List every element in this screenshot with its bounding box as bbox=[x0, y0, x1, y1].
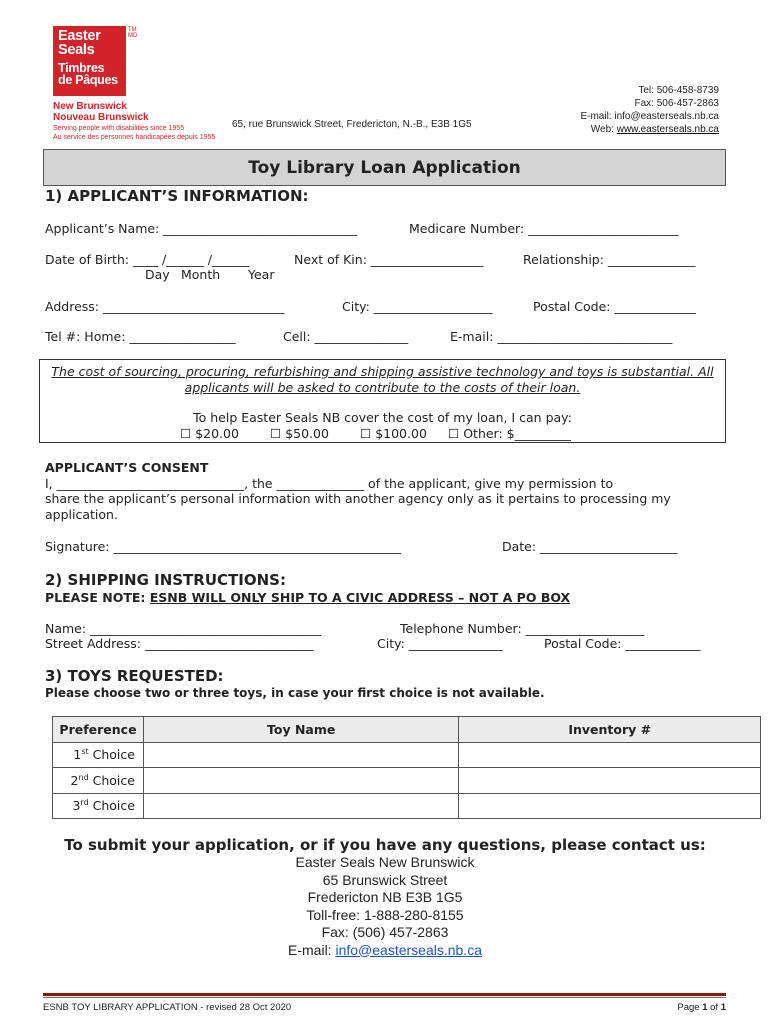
pref-label: Choice bbox=[88, 747, 135, 763]
inventory-cell[interactable] bbox=[459, 768, 761, 794]
shipping-phone-field[interactable]: Telephone Number: ___________________ bbox=[400, 621, 645, 636]
logo-trademark bbox=[128, 27, 137, 39]
submit-tollfree: Toll-free: 1-888-280-8155 bbox=[306, 906, 464, 923]
dob-month-label: Month bbox=[181, 267, 221, 282]
section2-heading: 2) SHIPPING INSTRUCTIONS: bbox=[45, 571, 286, 589]
checkbox-icon[interactable]: ☐ bbox=[180, 426, 192, 441]
shipping-note-text: ESNB WILL ONLY SHIP TO A CIVIC ADDRESS – NOT A PO BOX bbox=[149, 590, 571, 605]
shipping-name-field[interactable]: Name: _____________________________________ bbox=[45, 621, 322, 636]
option-20[interactable] bbox=[180, 426, 239, 441]
shipping-street-field[interactable]: Street Address: ___________________________ bbox=[45, 636, 314, 651]
table-row bbox=[53, 793, 761, 819]
logo-line-1: Easter bbox=[58, 28, 101, 44]
pref-sup: st bbox=[81, 747, 89, 757]
page-of: of bbox=[707, 1002, 721, 1013]
checkbox-icon[interactable]: ☐ bbox=[448, 426, 460, 441]
page-label: Page bbox=[677, 1002, 703, 1013]
table-row bbox=[53, 742, 761, 768]
option-50[interactable] bbox=[270, 426, 329, 441]
section3-heading: 3) TOYS REQUESTED: bbox=[45, 667, 224, 685]
col-inventory: Inventory # bbox=[459, 717, 761, 743]
toys-table bbox=[52, 716, 761, 819]
pref-sup: nd bbox=[78, 772, 89, 782]
logo-text-english bbox=[58, 29, 101, 57]
contribution-prompt: To help Easter Seals NB cover the cost of my loan, I can pay: bbox=[193, 410, 572, 425]
cost-note-line1: The cost of sourcing, procuring, refurbishing and shipping assistive technology and toys is substantial. All bbox=[51, 364, 714, 379]
medicare-number-field[interactable]: Medicare Number: ________________________ bbox=[409, 221, 679, 236]
pref-num: 3 bbox=[72, 798, 81, 814]
submit-org: Easter Seals New Brunswick bbox=[295, 854, 475, 870]
section3-instructions: Please choose two or three toys, in case your first choice is not available. bbox=[45, 686, 545, 700]
preference-cell bbox=[53, 793, 144, 819]
next-of-kin-field[interactable]: Next of Kin: __________________ bbox=[294, 252, 484, 267]
col-toy-name: Toy Name bbox=[143, 717, 458, 743]
pref-num: 2 bbox=[70, 772, 79, 788]
home-phone-field[interactable]: Tel #: Home: _________________ bbox=[45, 329, 236, 344]
submit-heading: To submit your application, or if you have any questions, please contact us: bbox=[64, 836, 706, 854]
header-web bbox=[580, 123, 719, 136]
address-field[interactable]: Address: _____________________________ bbox=[45, 299, 285, 314]
relationship-field[interactable]: Relationship: ______________ bbox=[523, 252, 696, 267]
header-fax: Fax: 506-457-2863 bbox=[634, 98, 719, 109]
toy-name-cell[interactable] bbox=[143, 768, 458, 794]
option-100-label: $100.00 bbox=[375, 426, 427, 441]
shipping-city-field[interactable]: City: _______________ bbox=[377, 636, 503, 651]
postal-code-field[interactable]: Postal Code: _____________ bbox=[533, 299, 696, 314]
applicant-name-field[interactable]: Applicant’s Name: _______________________________ bbox=[45, 221, 357, 236]
header-contact bbox=[580, 84, 719, 136]
tagline-fr: Au service des personnes handicapées depuis 1955 bbox=[53, 134, 216, 141]
option-100[interactable] bbox=[360, 426, 427, 441]
page-total: 1 bbox=[720, 1002, 726, 1013]
toy-name-cell[interactable] bbox=[143, 742, 458, 768]
submit-email-link[interactable]: info@easterseals.nb.ca bbox=[335, 941, 482, 958]
email-field[interactable]: E-mail: ____________________________ bbox=[450, 329, 673, 344]
city-field[interactable]: City: ___________________ bbox=[342, 299, 493, 314]
consent-date-field[interactable]: Date: ______________________ bbox=[502, 539, 678, 554]
footer-divider bbox=[43, 993, 726, 996]
pref-sup: rd bbox=[80, 798, 89, 808]
checkbox-icon[interactable]: ☐ bbox=[270, 426, 282, 441]
footer-doc-title: ESNB TOY LIBRARY APPLICATION - revised 28 Oct 2020 bbox=[43, 1002, 292, 1013]
form-title: Toy Library Loan Application bbox=[43, 149, 726, 186]
preference-cell bbox=[53, 742, 144, 768]
toy-name-cell[interactable] bbox=[143, 793, 458, 819]
web-label: Web: bbox=[590, 124, 617, 135]
org-name-en: New Brunswick bbox=[53, 101, 127, 112]
logo-line-2: Seals bbox=[58, 42, 95, 58]
toys-table-header bbox=[53, 717, 761, 743]
option-50-label: $50.00 bbox=[285, 426, 329, 441]
submit-email-label: E-mail: bbox=[288, 941, 336, 958]
logo-line-3: Timbres bbox=[58, 61, 105, 75]
submit-fax: Fax: (506) 457-2863 bbox=[321, 924, 449, 940]
inventory-cell[interactable] bbox=[459, 742, 761, 768]
preference-cell bbox=[53, 768, 144, 794]
inventory-cell[interactable] bbox=[459, 793, 761, 819]
header-email: E-mail: info@easterseals.nb.ca bbox=[580, 111, 719, 122]
logo-tagline bbox=[53, 124, 215, 142]
cost-contribution-box bbox=[39, 359, 726, 443]
signature-field[interactable]: Signature: ______________________________________________ bbox=[45, 539, 401, 554]
consent-heading: APPLICANT’S CONSENT bbox=[45, 460, 209, 475]
date-of-birth-field[interactable]: Date of Birth: ____ /______ /______ bbox=[45, 252, 250, 267]
dob-year-label: Year bbox=[248, 267, 275, 282]
option-other-label: Other: $_________ bbox=[463, 426, 571, 441]
pref-num: 1 bbox=[73, 747, 82, 763]
logo-line-4: de Pâques bbox=[58, 73, 118, 87]
cost-note-line2: applicants will be asked to contribute to the costs of their loan. bbox=[184, 380, 581, 395]
dob-day-label: Day bbox=[145, 267, 170, 282]
shipping-note-label: PLEASE NOTE: bbox=[45, 590, 150, 605]
tagline-en: Serving people with disabilities since 1955 bbox=[53, 125, 185, 132]
footer-divider-thin bbox=[43, 997, 726, 998]
pref-label: Choice bbox=[88, 798, 135, 814]
web-link[interactable]: www.easterseals.nb.ca bbox=[616, 124, 719, 135]
org-name-fr: Nouveau Brunswick bbox=[53, 112, 149, 123]
cell-phone-field[interactable]: Cell: _______________ bbox=[283, 329, 409, 344]
submit-email bbox=[0, 942, 770, 960]
submit-street: 65 Brunswick Street bbox=[322, 871, 448, 888]
footer-page-number bbox=[677, 1002, 726, 1013]
logo-text-french bbox=[58, 62, 118, 86]
consent-line2: share the applicant’s personal information with another agency only as it pertains to processing my bbox=[45, 491, 671, 506]
option-other[interactable] bbox=[448, 426, 571, 441]
option-20-label: $20.00 bbox=[195, 426, 239, 441]
shipping-note bbox=[45, 590, 570, 605]
logo-tm: TM bbox=[128, 27, 137, 33]
col-preference: Preference bbox=[53, 717, 144, 743]
header-tel: Tel: 506-458-8739 bbox=[638, 85, 719, 96]
section1-heading: 1) APPLICANT’S INFORMATION: bbox=[45, 187, 309, 205]
logo-md: MD bbox=[128, 33, 138, 39]
checkbox-icon[interactable]: ☐ bbox=[360, 426, 372, 441]
page-num: 1 bbox=[702, 1002, 708, 1013]
consent-line1[interactable]: I, ______________________________, the ______________ of the applicant, give my permission to bbox=[45, 476, 614, 491]
header-address: 65, rue Brunswick Street, Fredericton, N.-B., E3B 1G5 bbox=[232, 119, 472, 130]
easter-seals-logo bbox=[53, 26, 126, 96]
submit-contact-block bbox=[0, 854, 770, 959]
consent-line3: application. bbox=[45, 507, 118, 522]
logo-org-name bbox=[53, 101, 149, 123]
table-row bbox=[53, 768, 761, 794]
shipping-postal-field[interactable]: Postal Code: ____________ bbox=[544, 636, 701, 651]
submit-city: Fredericton NB E3B 1G5 bbox=[307, 889, 463, 905]
pref-label: Choice bbox=[88, 772, 135, 788]
